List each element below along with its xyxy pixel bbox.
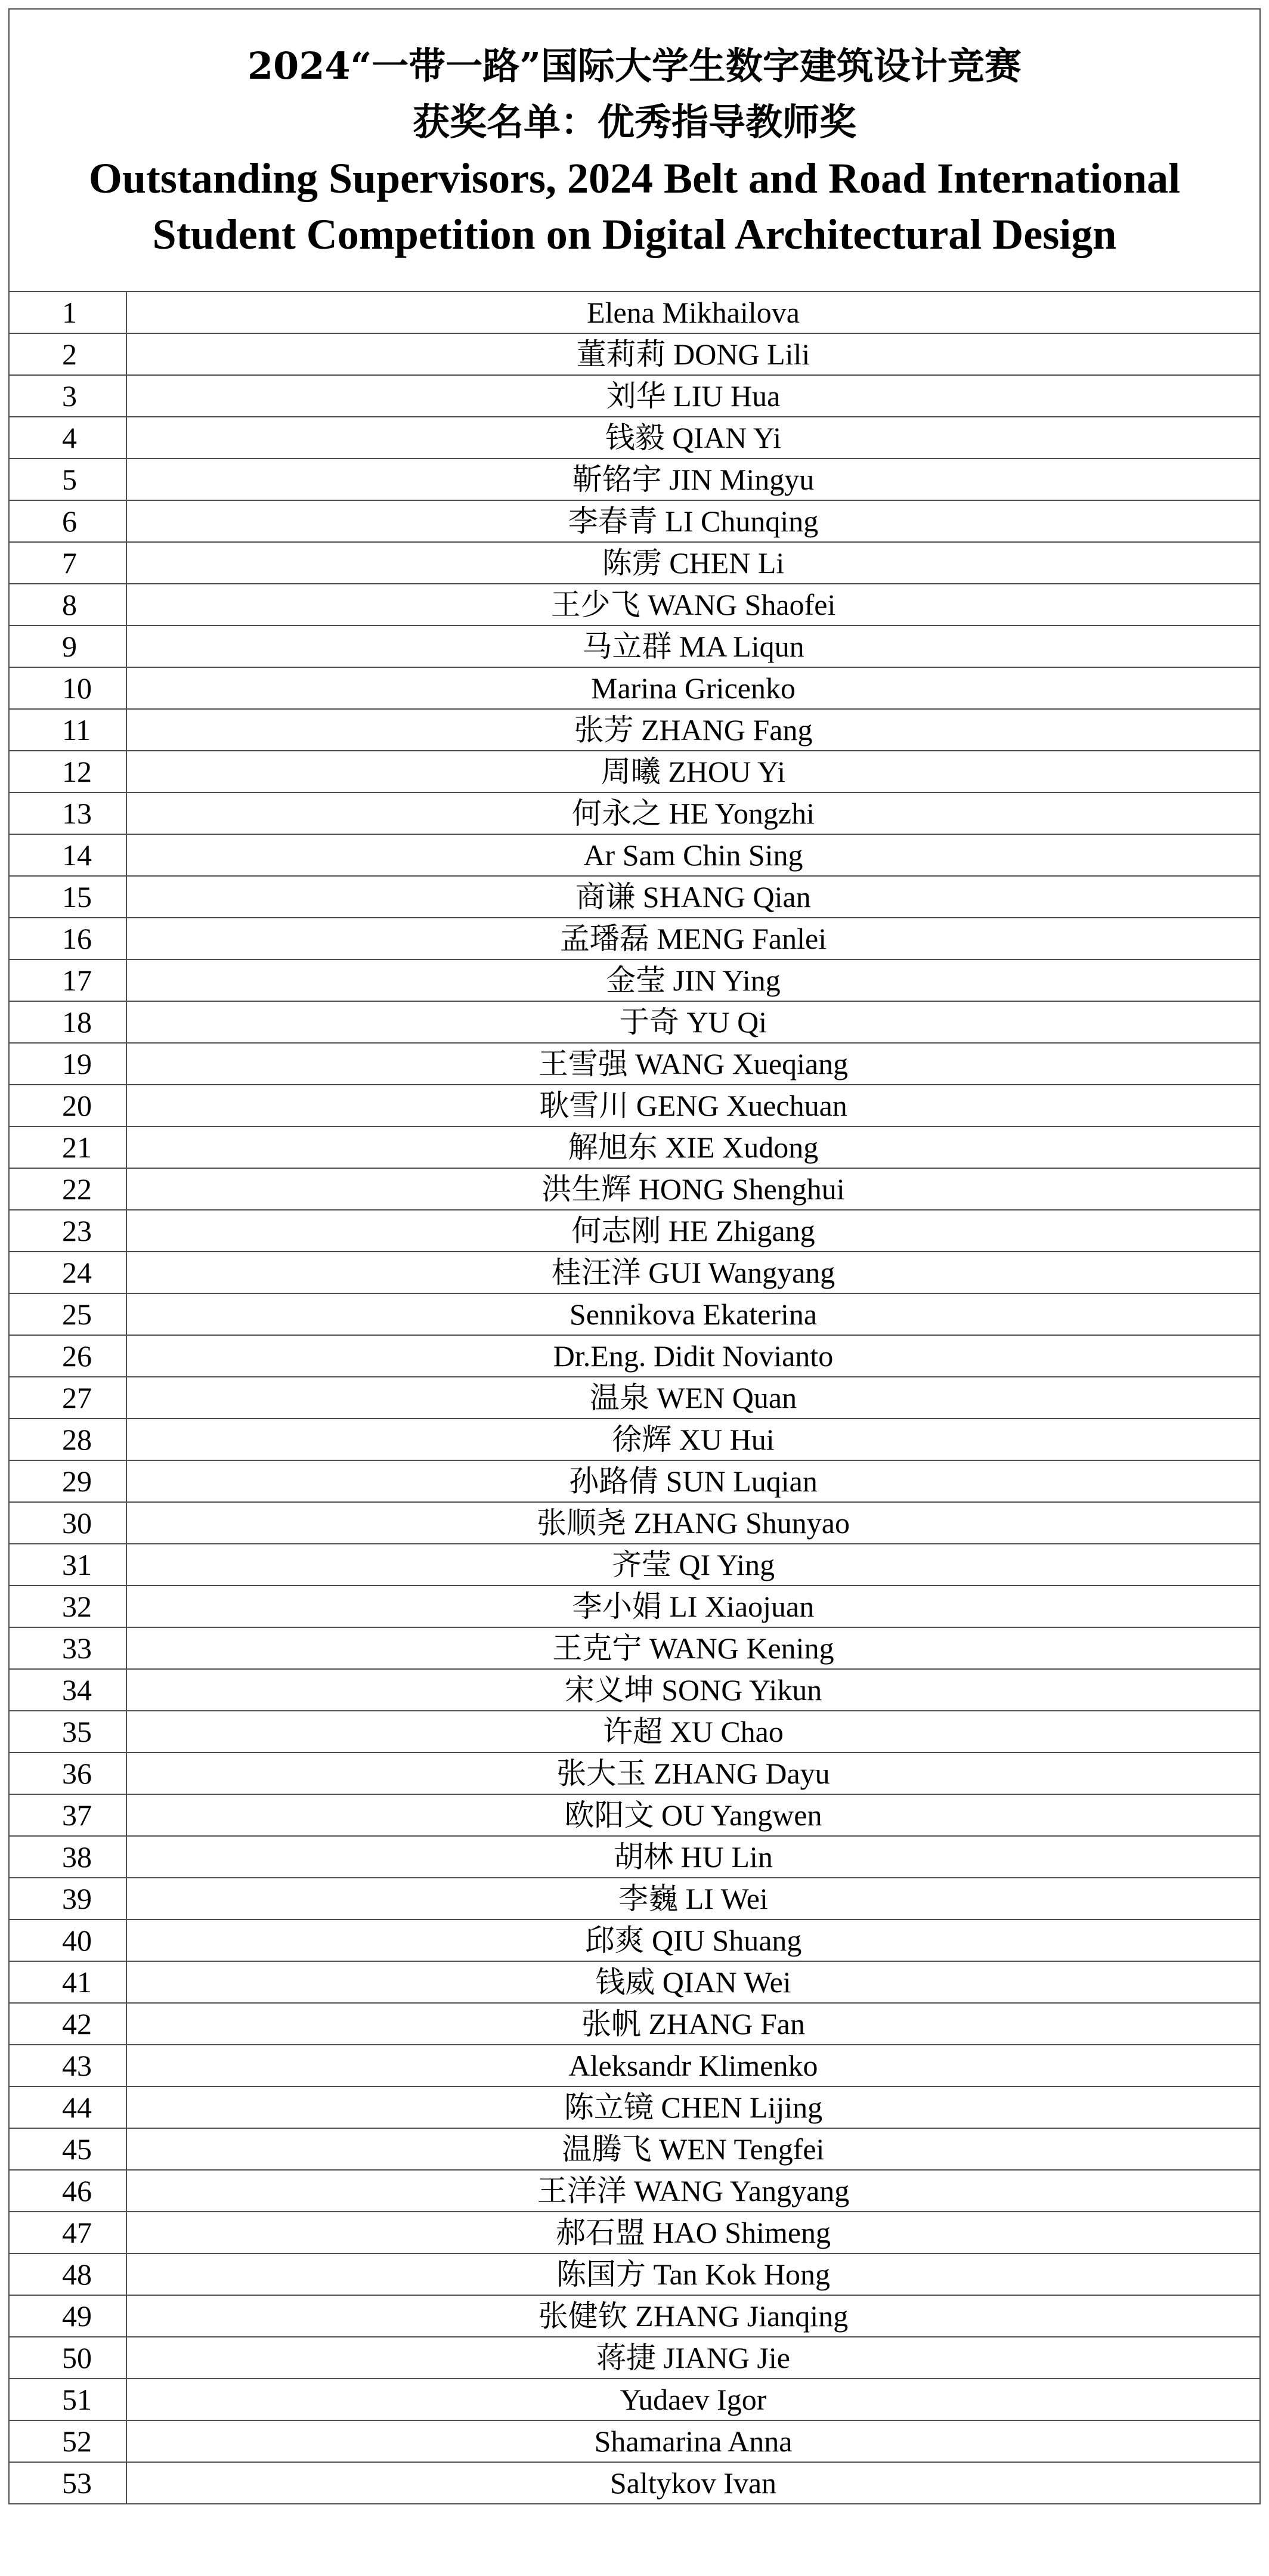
table-row (10, 2337, 1259, 2379)
supervisor-name: 马立群 MA Liqun (126, 626, 1259, 667)
table-row (10, 2003, 1259, 2045)
supervisor-name: 王少飞 WANG Shaofei (126, 584, 1259, 626)
row-number: 23 (10, 1210, 126, 1252)
table-row (10, 1419, 1259, 1460)
table-row (10, 1753, 1259, 1794)
table-row (10, 1544, 1259, 1586)
table-row (10, 1502, 1259, 1544)
supervisor-name: 王雪强 WANG Xueqiang (126, 1043, 1259, 1085)
row-number: 28 (10, 1419, 126, 1460)
row-number: 9 (10, 626, 126, 667)
row-number: 47 (10, 2212, 126, 2253)
supervisor-name: 靳铭宇 JIN Mingyu (126, 459, 1259, 500)
supervisor-name: 金莹 JIN Ying (126, 959, 1259, 1001)
supervisor-name: 张芳 ZHANG Fang (126, 709, 1259, 751)
table-row (10, 1878, 1259, 1919)
row-number: 34 (10, 1669, 126, 1711)
row-number: 27 (10, 1377, 126, 1419)
row-number: 52 (10, 2420, 126, 2462)
row-number: 45 (10, 2128, 126, 2170)
supervisor-name: 王克宁 WANG Kening (126, 1627, 1259, 1669)
table-row (10, 2212, 1259, 2253)
row-number: 2 (10, 333, 126, 375)
row-number: 7 (10, 542, 126, 584)
row-number: 26 (10, 1335, 126, 1377)
table-row (10, 2379, 1259, 2420)
supervisor-name: 王洋洋 WANG Yangyang (126, 2170, 1259, 2212)
supervisor-name: 耿雪川 GENG Xuechuan (126, 1085, 1259, 1126)
table-row (10, 417, 1259, 459)
supervisor-name: 解旭东 XIE Xudong (126, 1126, 1259, 1168)
row-number: 36 (10, 1753, 126, 1794)
row-number: 17 (10, 959, 126, 1001)
supervisor-name: 李春青 LI Chunqing (126, 500, 1259, 542)
row-number: 40 (10, 1919, 126, 1961)
title-chinese-line-2: 获奖名单：优秀指导教师奖 (412, 100, 856, 144)
table-row (10, 500, 1259, 542)
row-number: 48 (10, 2253, 126, 2295)
row-number: 53 (10, 2462, 126, 2503)
row-number: 35 (10, 1711, 126, 1753)
table-row (10, 709, 1259, 751)
table-row (10, 333, 1259, 375)
supervisor-name: 温泉 WEN Quan (126, 1377, 1259, 1419)
row-number: 14 (10, 834, 126, 876)
title-english-line-2: Student Competition on Digital Architectural Design (152, 210, 1117, 258)
table-row (10, 1335, 1259, 1377)
supervisor-name: 钱毅 QIAN Yi (126, 417, 1259, 459)
table-row (10, 1711, 1259, 1753)
row-number: 46 (10, 2170, 126, 2212)
table-row (10, 2128, 1259, 2170)
supervisor-name: 陈立镜 CHEN Lijing (126, 2086, 1259, 2128)
supervisor-name: 陈雳 CHEN Li (126, 542, 1259, 584)
supervisor-name: 宋义坤 SONG Yikun (126, 1669, 1259, 1711)
table-row (10, 542, 1259, 584)
supervisor-name: Ar Sam Chin Sing (126, 834, 1259, 876)
table-row (10, 1252, 1259, 1293)
table-row (10, 876, 1259, 918)
supervisor-name: 商谦 SHANG Qian (126, 876, 1259, 918)
table-row (10, 667, 1259, 709)
supervisor-name: 洪生辉 HONG Shenghui (126, 1168, 1259, 1210)
table-row (10, 1168, 1259, 1210)
table-row (10, 2420, 1259, 2462)
row-number: 50 (10, 2337, 126, 2379)
supervisor-name: 李巍 LI Wei (126, 1878, 1259, 1919)
row-number: 18 (10, 1001, 126, 1043)
supervisor-name: 胡林 HU Lin (126, 1836, 1259, 1878)
table-row (10, 1460, 1259, 1502)
table-row (10, 1377, 1259, 1419)
table-row (10, 2253, 1259, 2295)
table-row (10, 1627, 1259, 1669)
supervisor-name: 许超 XU Chao (126, 1711, 1259, 1753)
row-number: 12 (10, 751, 126, 792)
table-row (10, 375, 1259, 417)
supervisor-name: Aleksandr Klimenko (126, 2045, 1259, 2086)
row-number: 16 (10, 918, 126, 959)
row-number: 20 (10, 1085, 126, 1126)
row-number: 41 (10, 1961, 126, 2003)
supervisor-name: 孟璠磊 MENG Fanlei (126, 918, 1259, 959)
table-row (10, 1836, 1259, 1878)
row-number: 24 (10, 1252, 126, 1293)
row-number: 33 (10, 1627, 126, 1669)
table-row (10, 1919, 1259, 1961)
table-row (10, 792, 1259, 834)
supervisor-name: 李小娟 LI Xiaojuan (126, 1586, 1259, 1627)
table-row (10, 1669, 1259, 1711)
row-number: 43 (10, 2045, 126, 2086)
row-number: 25 (10, 1293, 126, 1335)
table-row (10, 1210, 1259, 1252)
supervisor-name: 孙路倩 SUN Luqian (126, 1460, 1259, 1502)
table-row (10, 2295, 1259, 2337)
title-chinese-line-1: 2024“一带一路”国际大学生数字建筑设计竞赛 (247, 44, 1022, 88)
row-number: 1 (10, 292, 126, 333)
supervisor-name: Dr.Eng. Didit Novianto (126, 1335, 1259, 1377)
supervisor-name: 周曦 ZHOU Yi (126, 751, 1259, 792)
row-number: 37 (10, 1794, 126, 1836)
award-list-document (8, 8, 1261, 2504)
table-row (10, 1126, 1259, 1168)
row-number: 38 (10, 1836, 126, 1878)
row-number: 21 (10, 1126, 126, 1168)
table-row (10, 1961, 1259, 2003)
row-number: 44 (10, 2086, 126, 2128)
row-number: 13 (10, 792, 126, 834)
supervisor-name: 何志刚 HE Zhigang (126, 1210, 1259, 1252)
table-row (10, 1586, 1259, 1627)
row-number: 39 (10, 1878, 126, 1919)
row-number: 19 (10, 1043, 126, 1085)
supervisor-name: 钱威 QIAN Wei (126, 1961, 1259, 2003)
row-number: 3 (10, 375, 126, 417)
supervisor-name: 何永之 HE Yongzhi (126, 792, 1259, 834)
supervisor-name: 张帆 ZHANG Fan (126, 2003, 1259, 2045)
table-row (10, 626, 1259, 667)
row-number: 15 (10, 876, 126, 918)
supervisor-name: Saltykov Ivan (126, 2462, 1259, 2503)
table-row (10, 292, 1259, 333)
row-number: 32 (10, 1586, 126, 1627)
table-row (10, 2086, 1259, 2128)
table-row (10, 459, 1259, 500)
supervisor-name: 齐莹 QI Ying (126, 1544, 1259, 1586)
table-row (10, 1001, 1259, 1043)
row-number: 29 (10, 1460, 126, 1502)
row-number: 10 (10, 667, 126, 709)
supervisor-name: 张大玉 ZHANG Dayu (126, 1753, 1259, 1794)
row-number: 22 (10, 1168, 126, 1210)
row-number: 4 (10, 417, 126, 459)
supervisor-name: 桂汪洋 GUI Wangyang (126, 1252, 1259, 1293)
supervisor-name: 董莉莉 DONG Lili (126, 333, 1259, 375)
supervisor-name: 张健钦 ZHANG Jianqing (126, 2295, 1259, 2337)
supervisor-name: 温腾飞 WEN Tengfei (126, 2128, 1259, 2170)
supervisor-name: 刘华 LIU Hua (126, 375, 1259, 417)
row-number: 11 (10, 709, 126, 751)
row-number: 5 (10, 459, 126, 500)
supervisor-name: Sennikova Ekaterina (126, 1293, 1259, 1335)
table-row (10, 1293, 1259, 1335)
row-number: 8 (10, 584, 126, 626)
row-number: 51 (10, 2379, 126, 2420)
supervisor-table-body (10, 292, 1259, 2503)
table-row (10, 918, 1259, 959)
title-english-line-1: Outstanding Supervisors, 2024 Belt and Road International (88, 154, 1181, 202)
row-number: 30 (10, 1502, 126, 1544)
supervisor-table (10, 292, 1259, 2503)
table-row (10, 584, 1259, 626)
table-row (10, 2462, 1259, 2503)
table-row (10, 1794, 1259, 1836)
table-row (10, 1085, 1259, 1126)
table-row (10, 2170, 1259, 2212)
supervisor-name: 张顺尧 ZHANG Shunyao (126, 1502, 1259, 1544)
supervisor-name: Marina Gricenko (126, 667, 1259, 709)
row-number: 6 (10, 500, 126, 542)
table-row (10, 1043, 1259, 1085)
table-row (10, 834, 1259, 876)
row-number: 42 (10, 2003, 126, 2045)
supervisor-name: Yudaev Igor (126, 2379, 1259, 2420)
supervisor-name: Elena Mikhailova (126, 292, 1259, 333)
table-row (10, 2045, 1259, 2086)
supervisor-name: 于奇 YU Qi (126, 1001, 1259, 1043)
supervisor-name: 徐辉 XU Hui (126, 1419, 1259, 1460)
row-number: 31 (10, 1544, 126, 1586)
supervisor-name: 陈国方 Tan Kok Hong (126, 2253, 1259, 2295)
title-block (10, 10, 1259, 292)
supervisor-name: 郝石盟 HAO Shimeng (126, 2212, 1259, 2253)
supervisor-name: 蒋捷 JIANG Jie (126, 2337, 1259, 2379)
supervisor-name: 邱爽 QIU Shuang (126, 1919, 1259, 1961)
table-row (10, 959, 1259, 1001)
supervisor-name: 欧阳文 OU Yangwen (126, 1794, 1259, 1836)
row-number: 49 (10, 2295, 126, 2337)
supervisor-name: Shamarina Anna (126, 2420, 1259, 2462)
table-row (10, 751, 1259, 792)
